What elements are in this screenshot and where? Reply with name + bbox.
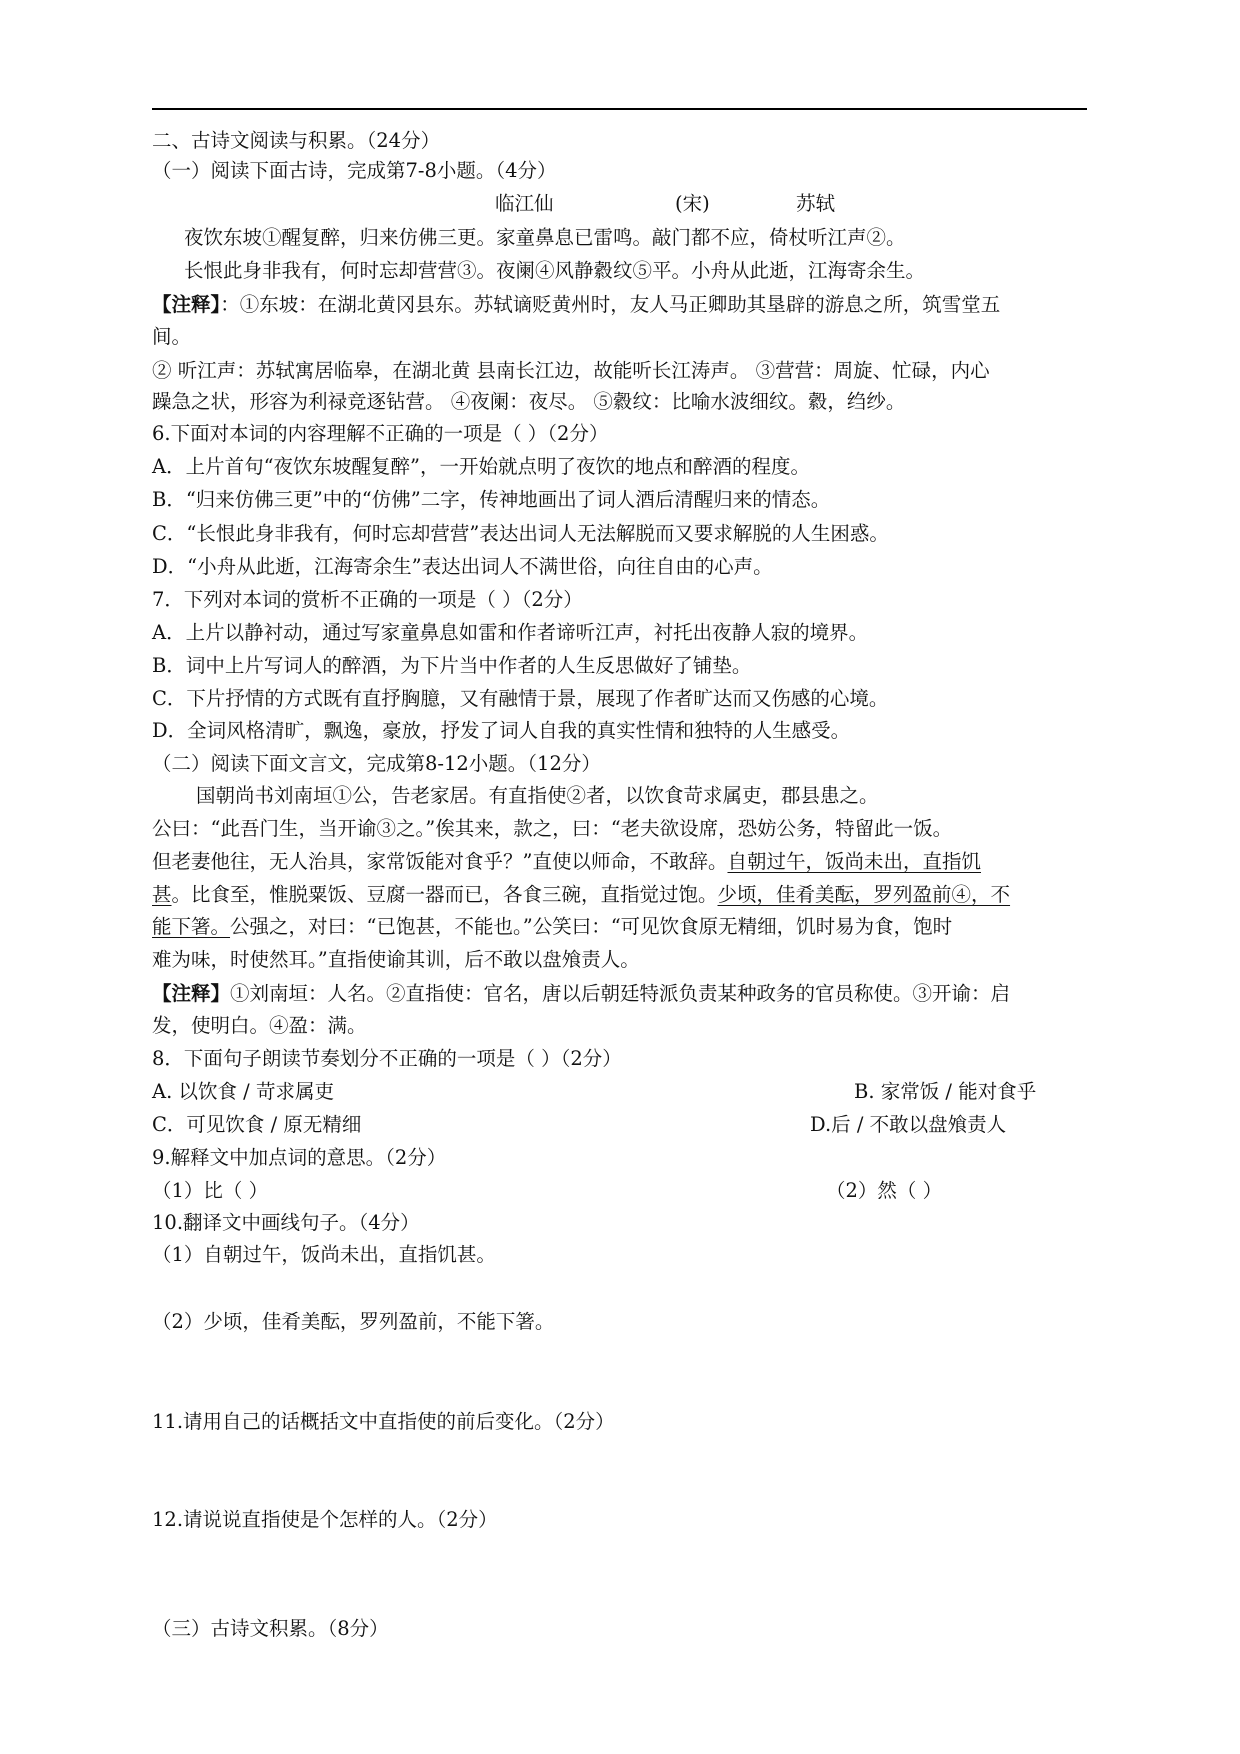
poem-title: 临江仙 — [495, 192, 554, 215]
q6-option-c: C．“长恨此身非我有，何时忘却营营”表达出词人无法解脱而又要求解脱的人生困惑。 — [152, 522, 889, 545]
passage-note-line-2: 发，使明白。④盈：满。 — [152, 1014, 367, 1037]
q7-option-a: A．上片以静衬动，通过写家童鼻息如雷和作者谛听江声，衬托出夜静人寂的境界。 — [152, 621, 869, 644]
q12-stem: 12.请说说直指使是个怎样的人。（2分） — [152, 1508, 498, 1531]
poem-note-line-4: 躁急之状，形容为利禄竞逐钻营。 ④夜阑：夜尽。 ⑤縠纹：比喻水波细纹。縠，绉纱。 — [152, 390, 906, 413]
note-label: 【注释】 — [152, 982, 231, 1005]
part1-heading: （一）阅读下面古诗，完成第7-8小题。（4分） — [152, 159, 557, 182]
underlined-sentence-1-end: 甚 — [152, 883, 172, 906]
passage-line-1: 国朝尚书刘南垣①公，告老家居。有直指使②者，以饮食苛求属吏，郡县患之。 — [196, 784, 879, 807]
underlined-sentence-1: 自朝过午，饭尚未出，直指饥 — [727, 850, 981, 873]
poem-note-line-2: 间。 — [152, 325, 192, 348]
q8-option-b: B. 家常饭 / 能对食乎 — [854, 1080, 1037, 1103]
poem-line-1: 夜饮东坡①醒复醉，归来仿佛三更。家童鼻息已雷鸣。敲门都不应，倚杖听江声②。 — [184, 226, 906, 249]
poem-line-2: 长恨此身非我有，何时忘却营营③。夜阑④风静縠纹⑤平。小舟从此逝，江海寄余生。 — [184, 259, 926, 282]
q7-option-d: D．全词风格清旷，飘逸，豪放，抒发了词人自我的真实性情和独特的人生感受。 — [152, 719, 851, 742]
poem-note-line-1: 【注释】：①东坡：在湖北黄冈县东。苏轼谪贬黄州时，友人马正卿助其垦辟的游息之所，筑雪堂五 — [152, 293, 1001, 316]
passage-line-3: 但老妻他往，无人治具，家常饭能对食乎？”直使以师命，不敢辞。自朝过午，饭尚未出，直指饥 — [152, 850, 981, 873]
poem-note-line-3: ② 听江声：苏轼寓居临皋，在湖北黄 县南长江边，故能听长江涛声。 ③营营：周旋、忙碌，内心 — [152, 359, 990, 382]
part3-heading: （三）古诗文积累。（8分） — [152, 1617, 389, 1640]
q7-stem: 7．下列对本词的赏析不正确的一项是（ ）（2分） — [152, 588, 583, 611]
q9-stem: 9.解释文中加点词的意思。（2分） — [152, 1146, 447, 1169]
q10-item-1: （1）自朝过午，饭尚未出，直指饥甚。 — [152, 1243, 496, 1266]
q9-item-2: （2）然（ ） — [826, 1179, 943, 1202]
q8-stem: 8．下面句子朗读节奏划分不正确的一项是（ ）（2分） — [152, 1047, 622, 1070]
q8-option-d: D.后 / 不敢以盘飧责人 — [810, 1113, 1007, 1136]
passage-line-5: 能下箸。公强之，对曰：“已饱甚，不能也。”公笑曰：“可见饮食原无精细，饥时易为食，饱时 — [152, 915, 953, 938]
q8-option-c: C．可见饮食 / 原无精细 — [152, 1113, 362, 1136]
section-heading: 二、古诗文阅读与积累。（24分） — [152, 129, 441, 152]
part2-heading: （二）阅读下面文言文，完成第8-12小题。（12分） — [152, 752, 601, 775]
underlined-sentence-2-end: 能下箸。 — [152, 915, 231, 938]
q6-option-d: D．“小舟从此逝，江海寄余生”表达出词人不满世俗，向往自由的心声。 — [152, 555, 773, 578]
q9-item-1: （1）比（ ） — [152, 1179, 269, 1202]
header-rule — [152, 108, 1087, 110]
passage-line-4: 甚。比食至，惟脱粟饭、豆腐一器而已，各食三碗，直指觉过饱。少顷，佳肴美酝，罗列盈前④，不 — [152, 883, 1011, 906]
passage-line-2: 公曰：“此吾门生，当开谕③之。”俟其来，款之，曰：“老夫欲设席，恐妨公务，特留此一饭。 — [152, 817, 953, 840]
q6-option-a: A．上片首句“夜饮东坡醒复醉”，一开始就点明了夜饮的地点和醉酒的程度。 — [152, 455, 811, 478]
passage-line-6: 难为味，时使然耳。”直指使谕其训，后不敢以盘飧责人。 — [152, 948, 640, 971]
poem-dynasty: (宋) — [675, 192, 710, 215]
underlined-sentence-2: 少顷，佳肴美酝，罗列盈前④，不 — [717, 883, 1011, 906]
q7-option-c: C．下片抒情的方式既有直抒胸臆，又有融情于景，展现了作者旷达而又伤感的心境。 — [152, 687, 889, 710]
passage-note-line-1: 【注释】①刘南垣：人名。②直指使：官名，唐以后朝廷特派负责某种政务的官员称使。③开谕：启 — [152, 982, 1011, 1005]
q10-stem: 10.翻译文中画线句子。（4分） — [152, 1211, 420, 1234]
poem-author: 苏轼 — [796, 192, 836, 215]
q7-option-b: B．词中上片写词人的醉酒，为下片当中作者的人生反思做好了铺垫。 — [152, 654, 752, 677]
q6-stem: 6.下面对本词的内容理解不正确的一项是（ ）（2分） — [152, 422, 609, 445]
q6-option-b: B．“归来仿佛三更”中的“仿佛”二字，传神地画出了词人酒后清醒归来的情态。 — [152, 488, 831, 511]
q11-stem: 11.请用自己的话概括文中直指使的前后变化。（2分） — [152, 1410, 615, 1433]
note-label: 【注释】 — [152, 293, 221, 316]
q10-item-2: （2）少顷，佳肴美酝，罗列盈前，不能下箸。 — [152, 1310, 555, 1333]
q8-option-a: A. 以饮食 / 苛求属吏 — [152, 1080, 334, 1103]
